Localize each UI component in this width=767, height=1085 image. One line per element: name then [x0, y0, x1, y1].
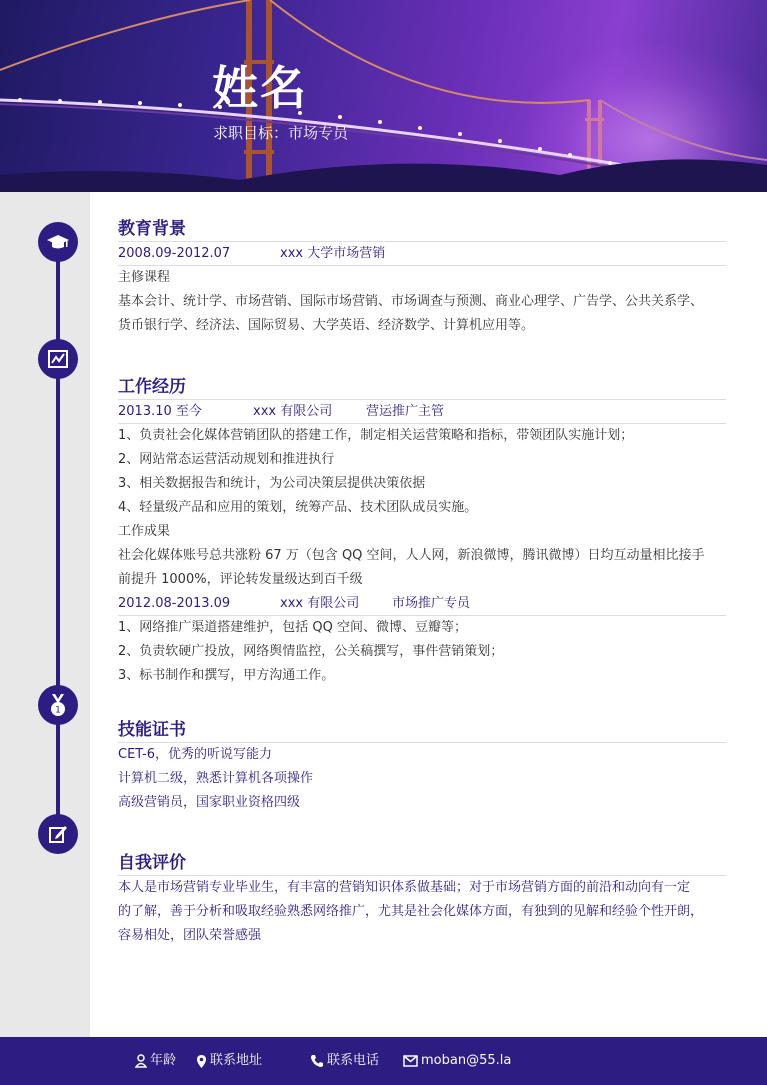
- medal-icon: [38, 685, 78, 725]
- skill-item: CET-6，优秀的听说写能力: [118, 747, 273, 762]
- job2-meta: [118, 592, 726, 616]
- job1-company: xxx 有限公司: [253, 404, 333, 419]
- footer-age: [135, 1037, 176, 1085]
- age-label: 年龄: [150, 1053, 177, 1068]
- education-period: 2008.09-2012.07: [118, 246, 231, 261]
- self-line-2: 的了解，善于分析和吸取经验熟悉网络推广，尤其是社会化媒体方面，有独到的见解和经验个性开朗，: [118, 904, 704, 919]
- job1-period: 2013.10 至今: [118, 404, 202, 419]
- job2-period: 2012.08-2013.09: [118, 596, 231, 611]
- courses-line-2: 货币银行学、经济法、国际贸易、大学英语、经济数学、计算机应用等。: [118, 318, 535, 333]
- edit-icon: [38, 814, 78, 854]
- job2-duty: 3、标书制作和撰写，甲方沟通工作。: [118, 668, 335, 683]
- job1-meta: [118, 400, 726, 424]
- timeline-line: [56, 235, 60, 835]
- education-school: xxx 大学市场营销: [280, 246, 386, 261]
- svg-text:1: 1: [55, 705, 61, 716]
- job1-duty: 2、网站常态运营活动规划和推进执行: [118, 452, 335, 467]
- self-title: 自我评价: [118, 850, 726, 876]
- education-title: 教育背景: [118, 216, 726, 242]
- courses-line-1: 基本会计、统计学、市场营销、国际市场营销、市场调查与预测、商业心理学、广告学、公共关系学、: [118, 294, 704, 309]
- self-line-1: 本人是市场营销专业毕业生，有丰富的营销知识体系做基础；对于市场营销方面的前沿和动向有一定: [118, 880, 691, 895]
- footer-address: [196, 1037, 262, 1085]
- email-label: moban@55.la: [421, 1053, 512, 1068]
- job2-duty: 1、网络推广渠道搭建维护，包括 QQ 空间、微博、豆瓣等；: [118, 620, 468, 635]
- footer-email: [403, 1037, 511, 1085]
- work-section: [118, 374, 726, 688]
- skill-item: 计算机二级，熟悉计算机各项操作: [118, 771, 314, 786]
- person-icon: [135, 1054, 147, 1068]
- job-target: 求职目标：市场专员: [213, 124, 349, 142]
- bridge-illustration: [0, 0, 767, 192]
- job1-duty: 1、负责社会化媒体营销团队的搭建工作，制定相关运营策略和指标，带领团队实施计划；: [118, 428, 634, 443]
- self-evaluation-section: [118, 850, 726, 948]
- phone-icon: [310, 1054, 324, 1068]
- job1-result-label: 工作成果: [118, 524, 171, 539]
- resume-name: 姓名: [212, 61, 308, 115]
- job1-position: 营运推广主管: [366, 404, 445, 419]
- location-pin-icon: [196, 1054, 207, 1069]
- phone-label: 联系电话: [327, 1053, 380, 1068]
- skill-item: 高级营销员，国家职业资格四级: [118, 795, 301, 810]
- education-meta: [118, 242, 726, 266]
- job2-company: xxx 有限公司: [280, 596, 360, 611]
- job2-duty: 2、负责软硬广投放，网络舆情监控，公关稿撰写，事件营销策划；: [118, 644, 504, 659]
- work-title: 工作经历: [118, 374, 726, 400]
- left-sidebar: [0, 192, 90, 1037]
- education-section: [118, 216, 726, 338]
- job2-position: 市场推广专员: [392, 596, 471, 611]
- chart-icon: [38, 339, 78, 379]
- mail-icon: [403, 1055, 418, 1067]
- courses-label: 主修课程: [118, 270, 171, 285]
- footer-phone: [310, 1037, 379, 1085]
- self-line-3: 容易相处，团队荣誉感强: [118, 928, 262, 943]
- job1-duty: 3、相关数据报告和统计，为公司决策层提供决策依据: [118, 476, 426, 491]
- header-banner: [0, 0, 767, 192]
- job1-result-line-1: 社会化媒体账号总共涨粉 67 万（包含 QQ 空间，人人网，新浪微博，腾讯微博）日均互动量相比接手: [118, 548, 705, 563]
- contact-footer: [0, 1037, 767, 1085]
- skills-section: [118, 717, 726, 815]
- skills-title: 技能证书: [118, 717, 726, 743]
- job1-result-line-2: 前提升 1000%，评论转发量级达到百千级: [118, 572, 363, 587]
- address-label: 联系地址: [210, 1053, 263, 1068]
- graduation-cap-icon: [38, 222, 78, 262]
- job1-duty: 4、轻量级产品和应用的策划，统筹产品、技术团队成员实施。: [118, 500, 478, 515]
